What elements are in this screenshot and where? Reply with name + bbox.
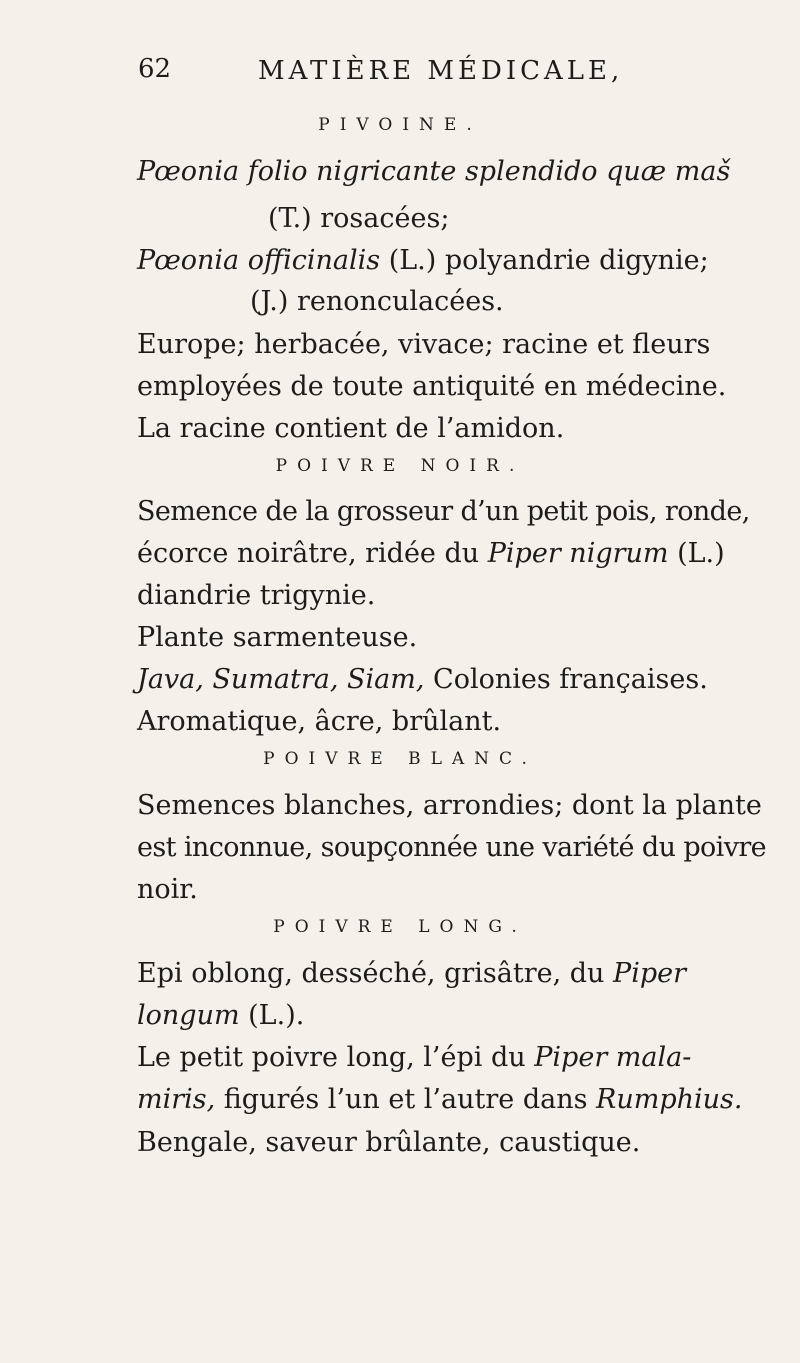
text-segment: diandrie trigynie. — [137, 580, 376, 611]
text-segment: (J.) renonculacées. — [250, 286, 504, 317]
italic-text: miris, — [137, 1084, 216, 1115]
text-line — [137, 1044, 691, 1071]
text-line — [137, 582, 375, 609]
text-line — [137, 540, 725, 567]
italic-text: Pœonia folio nigricante splendido quæ maš — [137, 156, 731, 187]
italic-text: Pœonia officinalis — [137, 245, 381, 276]
text-segment: Bengale, saveur brûlante, caustique. — [137, 1127, 641, 1158]
section-heading: POIVRE LONG. — [273, 917, 527, 937]
text-segment: Le petit poivre long, l’épi du — [137, 1042, 535, 1073]
text-line — [137, 1129, 640, 1156]
text-segment: est inconnue, soupçonnée une variété du poivre — [137, 832, 767, 863]
text-line — [137, 624, 417, 651]
text-line — [137, 373, 726, 400]
text-segment: Colonies françaises. — [424, 664, 708, 695]
text-line — [137, 960, 686, 987]
italic-text: Rumphius. — [596, 1084, 743, 1115]
text-line — [137, 1002, 304, 1029]
text-line — [137, 708, 501, 735]
italic-text: Piper — [613, 958, 687, 989]
italic-text: longum — [137, 1000, 240, 1031]
running-head: MATIÈRE MÉDICALE, — [258, 56, 624, 86]
text-segment: écorce noirâtre, ridée du — [137, 538, 488, 569]
text-segment: Aromatique, âcre, brûlant. — [137, 706, 502, 737]
text-segment: (L.). — [239, 1000, 305, 1031]
text-line — [137, 834, 766, 861]
text-segment: figurés l’un et l’autre dans — [215, 1084, 597, 1115]
text-segment: employées de toute antiquité en médecine. — [137, 371, 727, 402]
page-header — [138, 54, 778, 94]
section-heading: POIVRE BLANC. — [263, 749, 537, 769]
page-number: 62 — [138, 54, 172, 84]
section-heading: PIVOINE. — [318, 115, 482, 135]
text-line — [137, 792, 762, 819]
text-segment: noir. — [137, 874, 198, 905]
text-segment: Semence de la grosseur d’un petit pois, ronde, — [137, 496, 750, 527]
section-heading: POIVRE NOIR. — [275, 456, 525, 476]
text-line — [137, 331, 710, 358]
text-segment: Semences blanches, arrondies; dont la plante — [137, 790, 762, 821]
text-line — [137, 1086, 743, 1113]
text-line — [137, 247, 709, 274]
text-segment: (L.) polyandrie digynie; — [380, 245, 709, 276]
text-line — [250, 288, 504, 315]
text-line — [268, 205, 449, 232]
text-segment: La racine contient de l’amidon. — [137, 413, 565, 444]
italic-text: Piper mala- — [534, 1042, 692, 1073]
text-segment: Europe; herbacée, vivace; racine et fleurs — [137, 329, 711, 360]
text-segment: Epi oblong, desséché, grisâtre, du — [137, 958, 614, 989]
text-segment: (L.) — [668, 538, 725, 569]
text-line — [137, 158, 730, 185]
text-line — [137, 876, 198, 903]
text-line — [137, 415, 564, 442]
text-segment: (T.) rosacées; — [268, 203, 450, 234]
text-line — [137, 498, 750, 525]
italic-text: Piper nigrum — [487, 538, 669, 569]
italic-text: Java, Sumatra, Siam, — [137, 664, 425, 695]
text-line — [137, 666, 708, 693]
text-segment: Plante sarmenteuse. — [137, 622, 418, 653]
